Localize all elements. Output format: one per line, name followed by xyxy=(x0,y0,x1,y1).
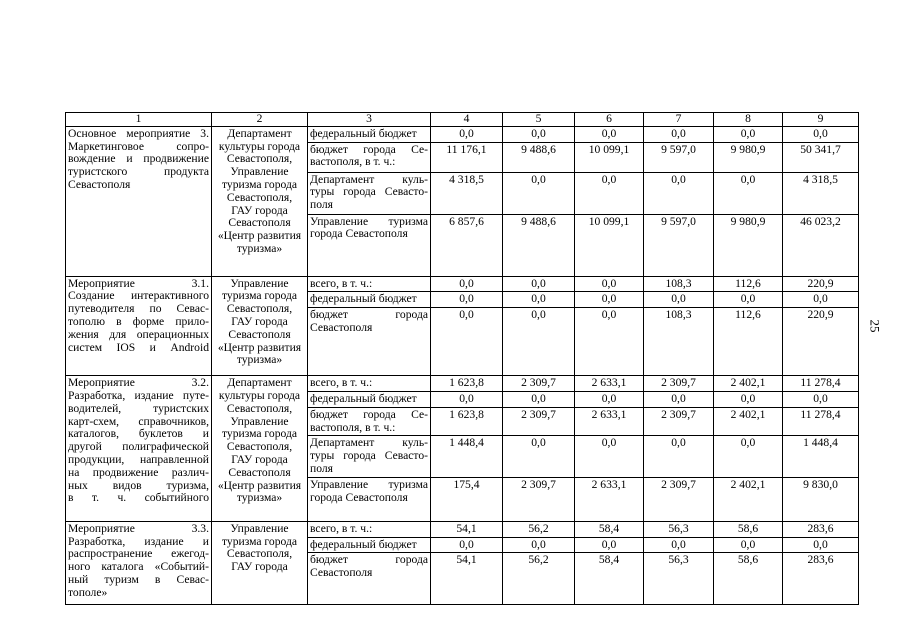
text-line: Севастополя xyxy=(228,327,291,341)
text-line: культуры города xyxy=(218,139,301,153)
text-line: туризма города xyxy=(222,177,297,191)
text-line: Севастополя, xyxy=(226,152,293,166)
value-cell: 0,0 xyxy=(714,436,783,477)
text-line: Управление xyxy=(230,414,289,428)
text-line: федеральный бюджет xyxy=(310,537,417,551)
text-line: всего, в т. ч.: xyxy=(310,376,373,390)
text-line: федеральный бюджет xyxy=(310,126,417,140)
value-cell: 0,0 xyxy=(503,292,575,308)
text-line: туры города Севасто- xyxy=(310,185,428,199)
value-cell: 0,0 xyxy=(575,391,644,407)
text-line: ных видов туризма, xyxy=(68,478,209,492)
value-cell: 6 857,6 xyxy=(431,214,503,276)
value-cell: 0,0 xyxy=(431,308,503,376)
value-cell: 0,0 xyxy=(575,308,644,376)
text-line: Управление xyxy=(230,165,289,179)
text-line: тополе» xyxy=(68,585,108,599)
text-line: Разработка, издание путе- xyxy=(68,388,209,402)
text-line: Разработка, издание и xyxy=(68,534,209,548)
header-cell: 9 xyxy=(783,113,859,127)
text-line: Мероприятие 3.1. xyxy=(68,276,209,290)
value-cell: 0,0 xyxy=(575,276,644,292)
text-line: поля xyxy=(310,461,333,475)
value-cell: 0,0 xyxy=(644,126,714,142)
text-line: города Севастополя xyxy=(310,227,408,241)
value-cell: 112,6 xyxy=(714,308,783,376)
text-line: всего, в т. ч.: xyxy=(310,276,373,290)
text-line: поля xyxy=(310,198,333,212)
text-line: Создание интерактивного xyxy=(68,289,209,303)
value-cell: 11 176,1 xyxy=(431,142,503,172)
header-cell: 7 xyxy=(644,113,714,127)
value-cell: 58,6 xyxy=(714,553,783,605)
text-line: туризма» xyxy=(236,491,283,505)
value-cell: 50 341,7 xyxy=(783,142,859,172)
text-line: всего, в т. ч.: xyxy=(310,521,373,535)
value-cell: 0,0 xyxy=(644,537,714,553)
value-cell: 0,0 xyxy=(714,537,783,553)
text-line: «Центр развития xyxy=(217,478,302,492)
text-line: туризма города xyxy=(222,427,297,441)
text-line: ГАУ города xyxy=(231,203,288,217)
value-cell: 0,0 xyxy=(431,391,503,407)
text-line: Департамент xyxy=(227,376,292,390)
header-cell: 3 xyxy=(308,113,431,127)
value-cell: 2 309,7 xyxy=(503,477,575,521)
value-cell: 2 309,7 xyxy=(503,376,575,392)
text-line: города Севастополя xyxy=(310,490,408,504)
value-cell: 0,0 xyxy=(644,436,714,477)
value-cell: 0,0 xyxy=(431,537,503,553)
value-cell: 2 633,1 xyxy=(575,376,644,392)
executor-cell xyxy=(212,126,308,276)
text-line: ГАУ города xyxy=(231,314,288,328)
text-line: бюджет города Се- xyxy=(310,407,428,421)
text-line: Севастополя xyxy=(310,320,373,334)
text-line: жения для операционных xyxy=(68,327,209,341)
table-row xyxy=(66,126,859,142)
text-line: на продвижение различ- xyxy=(68,465,209,479)
text-line: туристского продукта xyxy=(68,165,209,179)
text-line: «Центр развития xyxy=(217,229,302,243)
text-line: Департамент xyxy=(227,126,292,140)
text-line: Севастополя xyxy=(228,216,291,230)
table-row xyxy=(66,521,859,537)
value-cell: 11 278,4 xyxy=(783,407,859,436)
header-cell: 4 xyxy=(431,113,503,127)
value-cell: 0,0 xyxy=(644,292,714,308)
value-cell: 9 488,6 xyxy=(503,142,575,172)
value-cell: 112,6 xyxy=(714,276,783,292)
value-cell: 220,9 xyxy=(783,276,859,292)
text-line: федеральный бюджет xyxy=(310,292,417,306)
text-line: Севастополя, xyxy=(226,401,293,415)
funding-source-cell xyxy=(308,214,431,276)
text-line: систем IOS и Android xyxy=(68,340,209,354)
header-cell: 5 xyxy=(503,113,575,127)
funding-source-cell xyxy=(308,391,431,407)
text-line: ГАУ города xyxy=(231,452,288,466)
value-cell: 4 318,5 xyxy=(783,172,859,214)
value-cell: 2 633,1 xyxy=(575,477,644,521)
value-cell: 0,0 xyxy=(503,391,575,407)
header-cell: 2 xyxy=(212,113,308,127)
budget-table xyxy=(65,112,859,605)
measure-cell xyxy=(66,376,212,522)
text-line: Мероприятие 3.2. xyxy=(68,376,209,390)
text-line: федеральный бюджет xyxy=(310,391,417,405)
text-line: продукции, направленной xyxy=(68,452,209,466)
value-cell: 175,4 xyxy=(431,477,503,521)
funding-source-cell xyxy=(308,553,431,605)
text-line: Севастополя, xyxy=(226,302,293,316)
header-row xyxy=(66,113,859,127)
text-line: Департамент куль- xyxy=(310,436,428,450)
value-cell: 9 980,9 xyxy=(714,214,783,276)
table-row xyxy=(66,376,859,392)
text-line: бюджет города Се- xyxy=(310,142,428,156)
measure-cell xyxy=(66,521,212,605)
value-cell: 108,3 xyxy=(644,276,714,292)
text-line: «Центр развития xyxy=(217,340,302,354)
value-cell: 56,2 xyxy=(503,553,575,605)
text-line: распространение ежегод- xyxy=(68,547,209,561)
value-cell: 11 278,4 xyxy=(783,376,859,392)
value-cell: 283,6 xyxy=(783,521,859,537)
header-cell: 8 xyxy=(714,113,783,127)
value-cell: 1 623,8 xyxy=(431,376,503,392)
text-line: каталогов, буклетов и xyxy=(68,427,209,441)
page-number: 25 xyxy=(867,319,883,333)
header-cell: 1 xyxy=(66,113,212,127)
executor-cell xyxy=(212,276,308,376)
value-cell: 0,0 xyxy=(783,391,859,407)
text-line: туризма города xyxy=(222,289,297,303)
value-cell: 58,4 xyxy=(575,521,644,537)
value-cell: 0,0 xyxy=(714,292,783,308)
value-cell: 283,6 xyxy=(783,553,859,605)
value-cell: 0,0 xyxy=(431,126,503,142)
funding-source-cell xyxy=(308,292,431,308)
text-line: Севастополя, xyxy=(226,547,293,561)
funding-source-cell xyxy=(308,142,431,172)
text-line: другой полиграфической xyxy=(68,440,209,454)
text-line: Севастополя xyxy=(310,566,373,580)
value-cell: 0,0 xyxy=(503,436,575,477)
value-cell: 0,0 xyxy=(783,292,859,308)
value-cell: 2 633,1 xyxy=(575,407,644,436)
value-cell: 46 023,2 xyxy=(783,214,859,276)
funding-source-cell xyxy=(308,276,431,292)
text-line: карт-схем, справочников, xyxy=(68,414,209,428)
text-line: ный туризм в Севас- xyxy=(68,572,209,586)
value-cell: 0,0 xyxy=(575,537,644,553)
text-line: в т. ч. событийного xyxy=(68,491,209,505)
funding-source-cell xyxy=(308,126,431,142)
value-cell: 1 448,4 xyxy=(431,436,503,477)
funding-source-cell xyxy=(308,172,431,214)
text-line: Управление xyxy=(230,521,289,535)
value-cell: 56,2 xyxy=(503,521,575,537)
value-cell: 220,9 xyxy=(783,308,859,376)
value-cell: 1 623,8 xyxy=(431,407,503,436)
text-line: туризма» xyxy=(236,241,283,255)
value-cell: 0,0 xyxy=(714,172,783,214)
value-cell: 0,0 xyxy=(575,436,644,477)
value-cell: 58,4 xyxy=(575,553,644,605)
value-cell: 0,0 xyxy=(783,126,859,142)
funding-source-cell xyxy=(308,537,431,553)
text-line: Севастополя, xyxy=(226,440,293,454)
value-cell: 9 597,0 xyxy=(644,142,714,172)
text-line: вастополя, в т. ч.: xyxy=(310,420,396,434)
executor-cell xyxy=(212,376,308,522)
value-cell: 2 402,1 xyxy=(714,477,783,521)
text-line: бюджет города xyxy=(310,553,428,567)
text-line: ГАУ города xyxy=(231,560,288,574)
funding-source-cell xyxy=(308,521,431,537)
text-line: Управление туризма xyxy=(310,477,428,491)
value-cell: 10 099,1 xyxy=(575,142,644,172)
text-line: путеводителя по Севас- xyxy=(68,302,209,316)
funding-source-cell xyxy=(308,376,431,392)
value-cell: 2 309,7 xyxy=(503,407,575,436)
value-cell: 0,0 xyxy=(503,308,575,376)
text-line: Севастополя, xyxy=(226,190,293,204)
text-line: Управление туризма xyxy=(310,214,428,228)
table-row xyxy=(66,276,859,292)
value-cell: 9 488,6 xyxy=(503,214,575,276)
value-cell: 0,0 xyxy=(783,537,859,553)
value-cell: 0,0 xyxy=(503,172,575,214)
value-cell: 9 597,0 xyxy=(644,214,714,276)
measure-cell xyxy=(66,126,212,276)
value-cell: 0,0 xyxy=(503,126,575,142)
text-line: Управление xyxy=(230,276,289,290)
text-line: Севастополя xyxy=(68,177,131,191)
value-cell: 0,0 xyxy=(714,391,783,407)
funding-source-cell xyxy=(308,308,431,376)
value-cell: 0,0 xyxy=(503,276,575,292)
value-cell: 0,0 xyxy=(575,292,644,308)
text-line: тополю в форме прило- xyxy=(68,314,209,328)
value-cell: 54,1 xyxy=(431,553,503,605)
text-line: Департамент куль- xyxy=(310,172,428,186)
funding-source-cell xyxy=(308,436,431,477)
text-line: туры города Севасто- xyxy=(310,449,428,463)
executor-cell xyxy=(212,521,308,605)
text-line: вастополя, в т. ч.: xyxy=(310,155,396,169)
text-line: культуры города xyxy=(218,388,301,402)
value-cell: 108,3 xyxy=(644,308,714,376)
value-cell: 54,1 xyxy=(431,521,503,537)
value-cell: 2 402,1 xyxy=(714,376,783,392)
text-line: Мероприятие 3.3. xyxy=(68,521,209,535)
value-cell: 0,0 xyxy=(431,276,503,292)
text-line: вождение и продвижение xyxy=(68,152,209,166)
text-line: Севастополя xyxy=(228,465,291,479)
value-cell: 9 980,9 xyxy=(714,142,783,172)
text-line: туризма города xyxy=(222,534,297,548)
value-cell: 0,0 xyxy=(575,126,644,142)
text-line: туризма» xyxy=(236,353,283,367)
value-cell: 0,0 xyxy=(714,126,783,142)
value-cell: 56,3 xyxy=(644,553,714,605)
value-cell: 0,0 xyxy=(644,391,714,407)
text-line: водителей, туристских xyxy=(68,401,209,415)
value-cell: 0,0 xyxy=(431,292,503,308)
value-cell: 2 309,7 xyxy=(644,407,714,436)
value-cell: 2 309,7 xyxy=(644,376,714,392)
value-cell: 0,0 xyxy=(503,537,575,553)
text-line: Маркетинговое сопро- xyxy=(68,139,209,153)
value-cell: 0,0 xyxy=(575,172,644,214)
value-cell: 10 099,1 xyxy=(575,214,644,276)
funding-source-cell xyxy=(308,407,431,436)
funding-source-cell xyxy=(308,477,431,521)
value-cell: 56,3 xyxy=(644,521,714,537)
measure-cell xyxy=(66,276,212,376)
value-cell: 9 830,0 xyxy=(783,477,859,521)
value-cell: 0,0 xyxy=(644,172,714,214)
text-line: Основное мероприятие 3. xyxy=(68,126,209,140)
value-cell: 4 318,5 xyxy=(431,172,503,214)
text-line: бюджет города xyxy=(310,308,428,322)
text-line: ного каталога «Событий- xyxy=(68,560,209,574)
value-cell: 2 402,1 xyxy=(714,407,783,436)
value-cell: 2 309,7 xyxy=(644,477,714,521)
value-cell: 58,6 xyxy=(714,521,783,537)
header-cell: 6 xyxy=(575,113,644,127)
value-cell: 1 448,4 xyxy=(783,436,859,477)
